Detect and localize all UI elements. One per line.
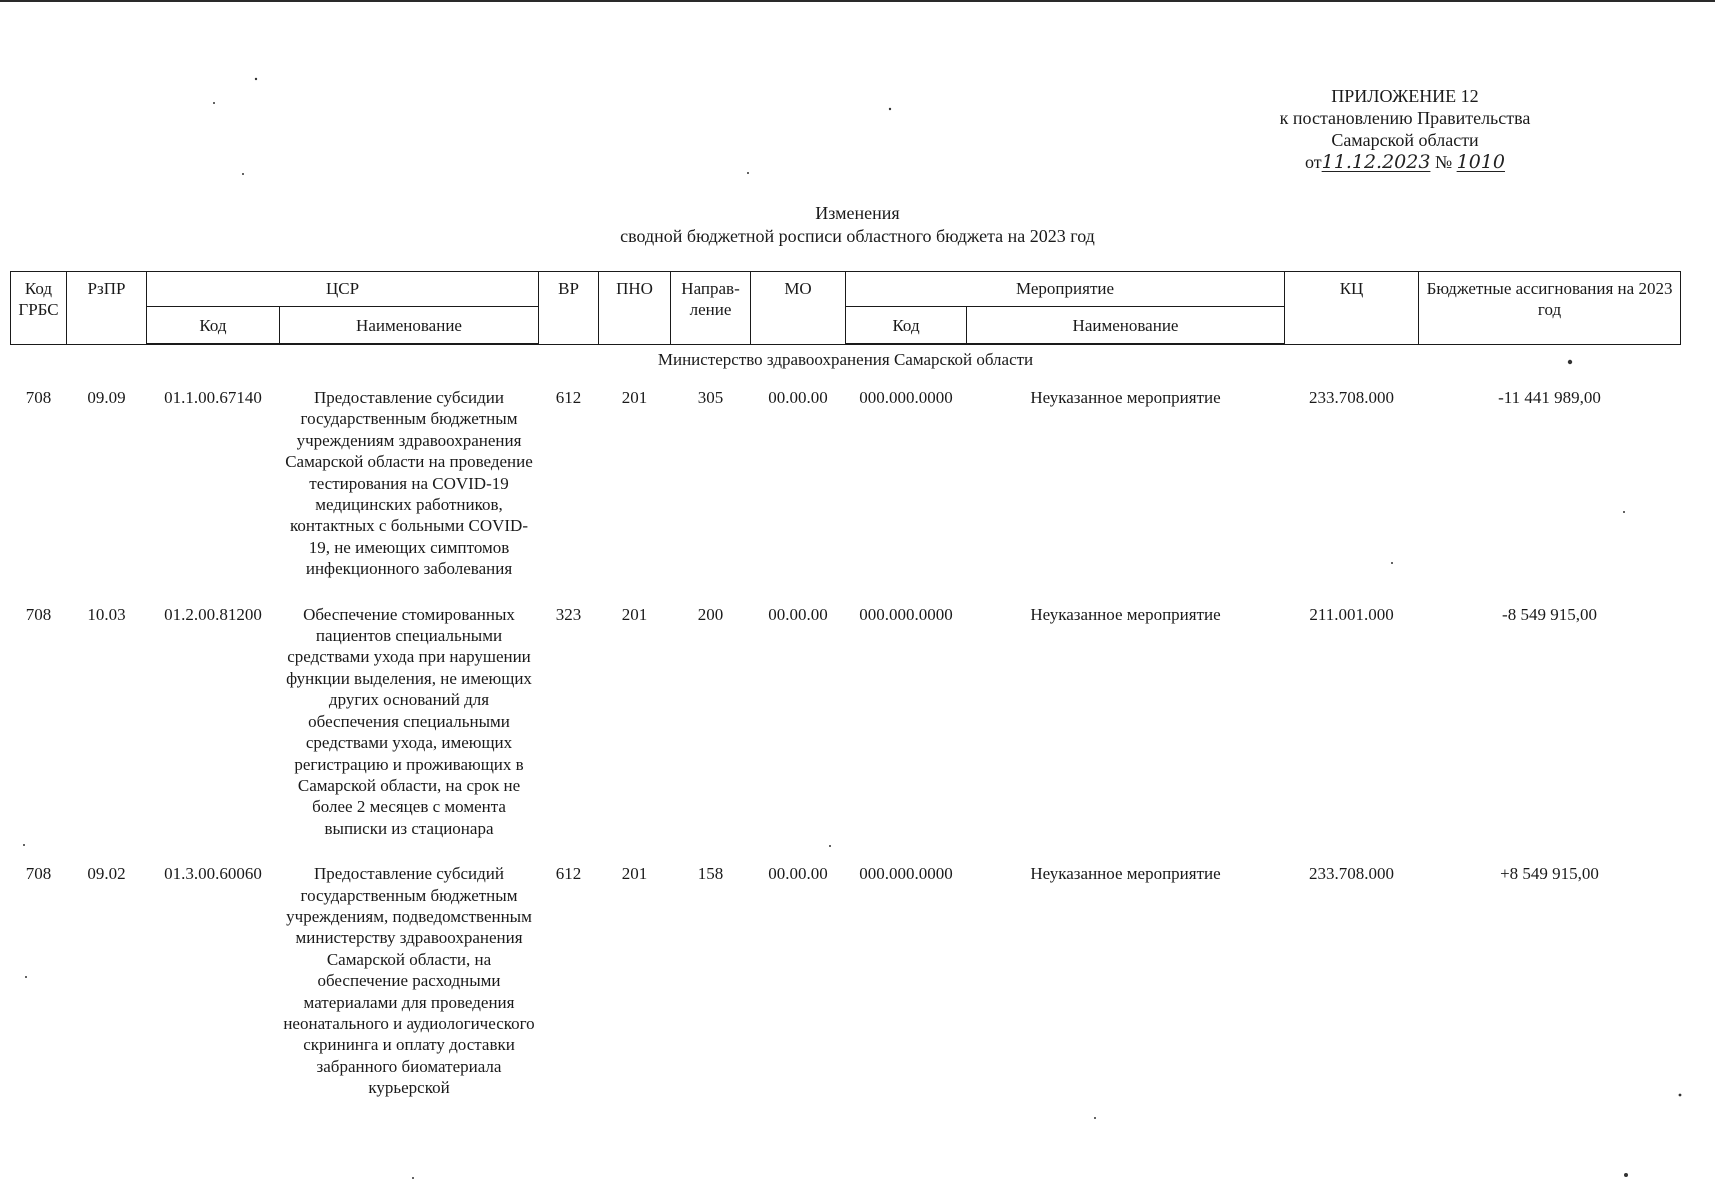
- header-direction: Направ-ление: [671, 272, 751, 345]
- header-grbs: Код ГРБС: [11, 272, 67, 345]
- cell-csr-name: Предоставление субсидии государственным бюджетным учреждениям здравоохранения Самарской области на проведение тестирования на COVID-19 медицинских работников, контактных с больными COVID-19, не имеющих симптомов инфекционного заболевания: [285, 388, 533, 579]
- header-event-code: Код: [846, 307, 967, 345]
- cell-csr-code: 01.3.00.60060: [164, 864, 262, 884]
- cell-rzpr: 09.09: [87, 388, 126, 407]
- cell-pno: 201: [621, 604, 648, 624]
- cell-grbs: 708: [25, 864, 52, 884]
- header-vr: ВР: [539, 272, 599, 345]
- header-event: Мероприятие: [846, 272, 1285, 307]
- handwritten-number: 1010: [1456, 151, 1505, 173]
- page-top-border: [0, 0, 1715, 2]
- cell-mo: 00.00.00: [768, 604, 828, 624]
- cell-event-code: 000.000.0000: [859, 388, 953, 407]
- table-row: [11, 377, 1681, 594]
- cell-mo: 00.00.00: [768, 388, 828, 407]
- cell-mo: 00.00.00: [768, 864, 828, 884]
- table-row: [11, 594, 1681, 853]
- cell-event-code: 000.000.0000: [859, 864, 953, 884]
- handwritten-date: 11.12.2023: [1321, 151, 1431, 173]
- cell-direction: 158: [697, 864, 724, 884]
- cell-event-name: Неуказанное мероприятие: [1030, 864, 1221, 884]
- cell-csr-name: Предоставление субсидий государственным бюджетным учреждениям, подведомственным министерству здравоохранения Самарской области, на обеспечение расходными материалами для проведения неонатального и аудиологического скрининга и оплату доставки забранного биоматериала курьерской: [283, 864, 535, 1098]
- cell-csr-name: Обеспечение стомированных пациентов специальными средствами ухода при нарушении функции выделения, не имеющих других оснований для обеспечения специальными средствами ухода, имеющих регистрацию и проживающих в Самарской области, на срок не более 2 месяцев с момента выписки из стационара: [286, 604, 532, 838]
- appendix-title: ПРИЛОЖЕНИЕ 12: [1331, 86, 1479, 106]
- number-prefix: №: [1434, 152, 1453, 172]
- cell-kc: 233.708.000: [1309, 864, 1395, 884]
- budget-table: [10, 271, 1681, 1113]
- header-rzpr: РзПР: [67, 272, 147, 345]
- cell-event-name: Неуказанное мероприятие: [1030, 604, 1221, 624]
- appendix-line-2: Самарской области: [1331, 130, 1479, 150]
- header-mo: МО: [751, 272, 846, 345]
- appendix-line-1: к постановлению Правительства: [1279, 108, 1531, 128]
- header-kc: КЦ: [1285, 272, 1419, 345]
- header-csr-code: Код: [147, 307, 280, 345]
- cell-pno: 201: [621, 388, 648, 407]
- appendix-date-line: [1305, 151, 1505, 173]
- section-title: Министерство здравоохранения Самарской области: [657, 350, 1034, 369]
- table-header-row: [11, 272, 1681, 307]
- cell-grbs: 708: [25, 388, 52, 407]
- cell-amount: +8 549 915,00: [1500, 864, 1599, 884]
- cell-rzpr: 10.03: [87, 604, 126, 624]
- header-event-name: Наименование: [967, 307, 1285, 345]
- appendix-block: [1255, 85, 1555, 173]
- header-csr: ЦСР: [147, 272, 539, 307]
- cell-vr: 323: [555, 604, 582, 624]
- cell-grbs: 708: [25, 604, 52, 624]
- cell-amount: -8 549 915,00: [1502, 604, 1597, 624]
- document-title: Изменения: [815, 203, 900, 223]
- cell-kc: 233.708.000: [1309, 388, 1395, 407]
- cell-csr-code: 01.2.00.81200: [164, 604, 262, 624]
- cell-rzpr: 09.02: [87, 864, 126, 884]
- cell-csr-code: 01.1.00.67140: [164, 388, 262, 407]
- date-prefix: от: [1305, 152, 1322, 172]
- cell-kc: 211.001.000: [1309, 604, 1394, 624]
- document-subtitle: сводной бюджетной росписи областного бюджета на 2023 год: [620, 226, 1095, 246]
- cell-event-code: 000.000.0000: [859, 604, 953, 624]
- table-row: [11, 853, 1681, 1112]
- cell-direction: 200: [697, 604, 724, 624]
- cell-vr: 612: [555, 388, 582, 407]
- header-csr-name: Наименование: [280, 307, 539, 345]
- header-pno: ПНО: [599, 272, 671, 345]
- cell-amount: -11 441 989,00: [1498, 388, 1601, 407]
- cell-vr: 612: [555, 864, 582, 884]
- header-allocations: Бюджетные ассигнования на 2023 год: [1419, 272, 1681, 345]
- cell-event-name: Неуказанное мероприятие: [1030, 388, 1221, 407]
- cell-pno: 201: [621, 864, 648, 884]
- section-row: [11, 344, 1681, 377]
- cell-direction: 305: [697, 388, 724, 407]
